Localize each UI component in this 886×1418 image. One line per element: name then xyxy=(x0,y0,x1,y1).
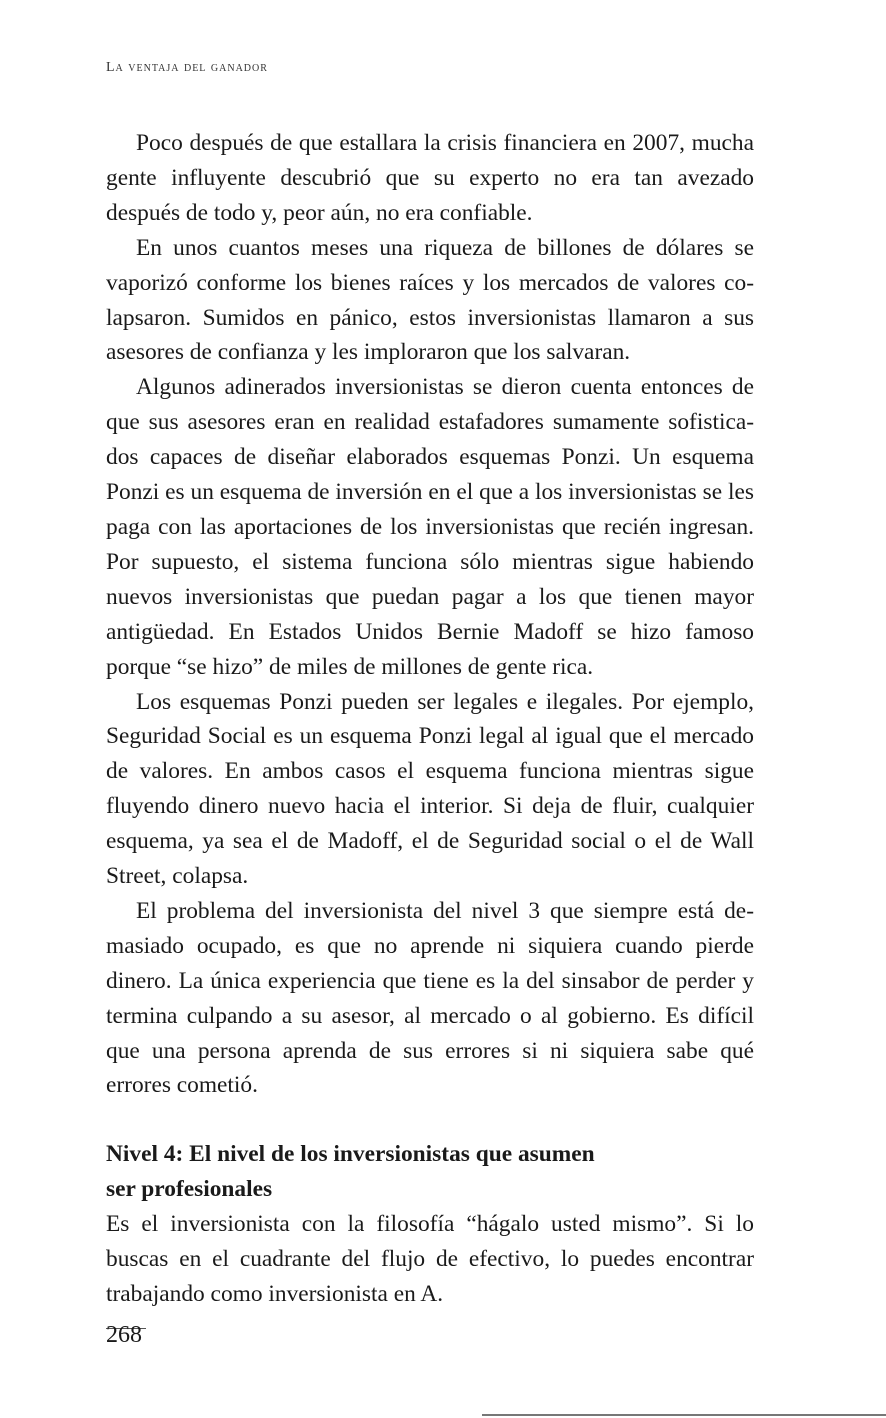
paragraph-2: En unos cuantos meses una riqueza de billones de dólares se vaporizó conforme los bienes raíces y los mercados de valores colapsaron. Sumidos en pánico, estos inversionistas llamaron a sus asesores de confianza y les imploraron que los salvaran. xyxy=(106,234,754,366)
paragraph-4: Los esquemas Ponzi pueden ser legales e ilegales. Por ejemplo, Seguridad Social es un esquema Ponzi legal al igual que el mercado de valores. En ambos casos el esquema funciona mientras sigue fluyendo dinero nuevo hacia el interior. Si deja de fluir, cualquier esquema, ya sea el de Madoff, el de Seguridad social o el de Wall Street, colapsa. xyxy=(106,688,754,890)
paragraph-1: Poco después de que estallara la crisis financiera en 2007, mucha gente influyente descubrió que su experto no era tan avezado después de todo y, peor aún, no era confiable. xyxy=(106,130,754,226)
paragraph-5: El problema del inversionista del nivel 3 que siempre está demasiado ocupado, es que no aprende ni siquiera cuando pierde dinero. La única experiencia que tiene es la del sinsabor de perder y termina culpando a su asesor, al mercado o al gobierno. Es difícil que una persona aprenda de sus errores si ni siquiera sabe qué errores cometió. xyxy=(106,897,754,1099)
section-heading-line-1: Nivel 4: El nivel de los inversionistas que asumen xyxy=(106,1141,595,1168)
page-number: 268 xyxy=(106,1322,142,1348)
paragraph-3: Algunos adinerados inversionistas se dieron cuenta entonces de que sus asesores eran en realidad estafadores sumamente sofisticados capaces de diseñar elaborados esquemas Ponzi. Un esquema Ponzi es un esquema de inversión en el que a los inversionistas se les paga con las aportaciones de los inversionistas que recién ingresan. Por supuesto, el sistema funciona sólo mientras sigue habiendo nuevos inversionistas que puedan pagar a los que tienen mayor antigüedad. En Estados Unidos Bernie Madoff se hizo famoso porque “se hizo” de miles de millones de gente rica. xyxy=(106,374,754,680)
section-heading xyxy=(106,1137,754,1207)
bottom-rule xyxy=(482,1414,886,1416)
section-paragraph: Es el inversionista con la filosofía “hágalo usted mismo”. Si lo buscas en el cuadrante del flujo de efectivo, lo puedes encontrar trabajando como inversionista en A. xyxy=(106,1211,754,1307)
page-body xyxy=(106,126,754,1312)
running-head: La ventaja del ganador xyxy=(106,60,268,75)
section-heading-line-2: ser profesionales xyxy=(106,1176,273,1203)
